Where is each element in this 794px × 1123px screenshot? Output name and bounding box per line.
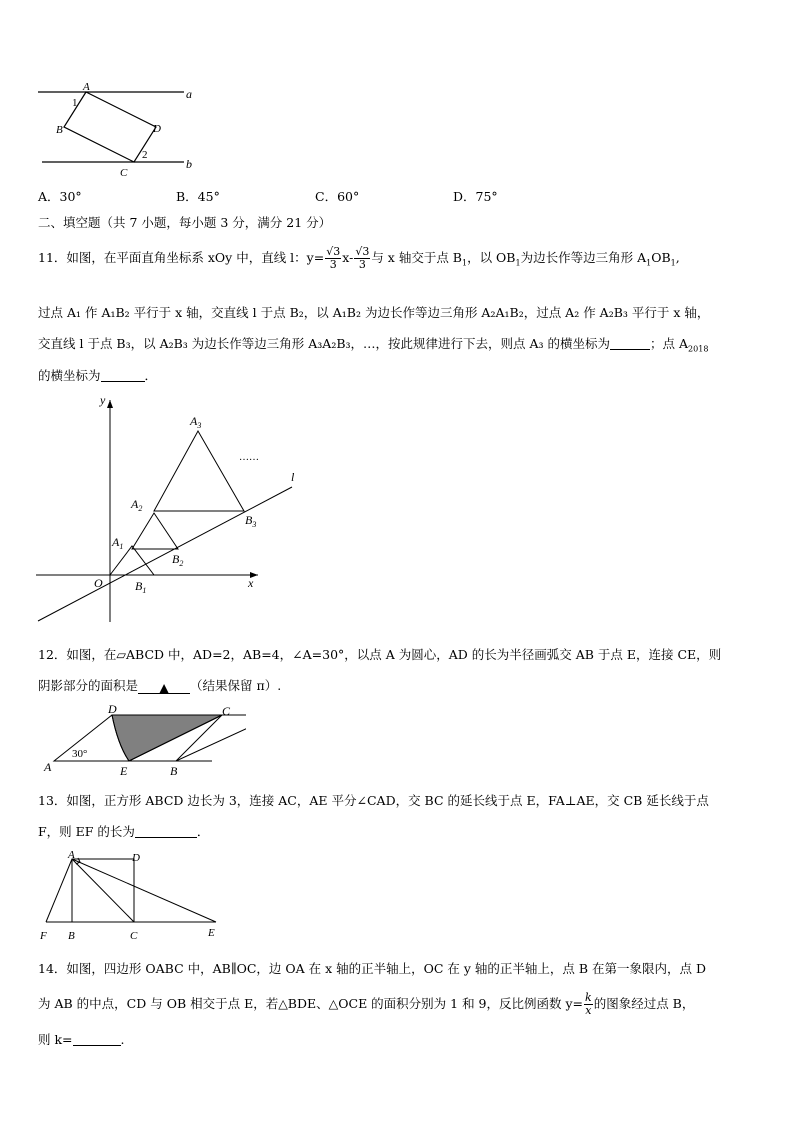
label-B2: $B_2$ xyxy=(172,552,184,568)
label-a: a xyxy=(186,87,192,101)
choice-b: B．45° xyxy=(176,189,220,204)
label-A: A xyxy=(83,81,90,93)
label-O: O xyxy=(94,576,103,590)
label-D: D xyxy=(153,123,161,135)
label-angle: 30° xyxy=(72,748,88,760)
answer-blank[interactable] xyxy=(610,336,650,350)
label-C: C xyxy=(120,167,128,179)
q11-line2: 过点 A₁ 作 A₁B₂ 平行于 x 轴，交直线 l 于点 B₂，以 A₁B₂ 为边长作等边三角形 A₂A₁B₂，过点 A₂ 作 A₂B₃ 平行于 x 轴， xyxy=(38,305,710,320)
label-x: x xyxy=(248,576,254,590)
choice-d: D．75° xyxy=(453,189,498,204)
q13-figure xyxy=(36,848,226,943)
label-B: B xyxy=(68,930,75,942)
choice-c: C．60° xyxy=(315,189,360,204)
q11-line3: 交直线 l 于点 B₃，以 A₂B₃ 为边长作等边三角形 A₃A₂B₃，…，按此规律进行下去，则点 A₃ 的横坐标为 ；点 $A_{2018}$ xyxy=(38,336,709,354)
label-B3: $B_3$ xyxy=(245,513,257,529)
section-title: 二、填空题（共 7 小题，每小题 3 分，满分 21 分） xyxy=(38,215,332,230)
label-D: D xyxy=(108,703,117,716)
q12-line1: 12．如图，在▱ABCD 中，AD=2，AB=4，∠A=30°，以点 A 为圆心，AD 的长为半径画弧交 AB 于点 E，连接 CE，则 xyxy=(38,647,722,662)
label-A3: $A_3$ xyxy=(190,414,202,430)
q11-figure xyxy=(36,390,306,625)
label-A2: $A_2$ xyxy=(131,497,143,513)
q12-figure xyxy=(36,703,246,778)
label-B: B xyxy=(170,764,178,778)
label-D: D xyxy=(132,852,140,864)
label-y: y xyxy=(100,393,106,407)
q14-line3: 则 k= . xyxy=(38,1032,125,1047)
q11-line1: 11．如图，在平面直角坐标系 xOy 中，直线 l：y= $\frac{√3}{3}$ x- $\frac{√3}{3}$ 与 x 轴交于点 $B_1$，以 $OB_1$为边长作等边三角形 $A_1OB_1$, xyxy=(38,245,680,271)
label-A1: $A_1$ xyxy=(112,535,124,551)
choice-a: A．30° xyxy=(38,189,82,204)
q13-line2: F，则 EF 的长为 ． xyxy=(38,824,210,839)
label-C: C xyxy=(222,704,231,718)
answer-blank[interactable] xyxy=(101,368,145,382)
answer-blank[interactable]: ▲ xyxy=(138,680,190,694)
label-E: E xyxy=(208,927,215,939)
label-E: E xyxy=(120,764,128,778)
q13-line1: 13．如图，正方形 ABCD 边长为 3，连接 AC，AE 平分∠CAD，交 BC 的延长线于点 E，FA⊥AE，交 CB 延长线于点 xyxy=(38,793,709,808)
label-1: 1 xyxy=(72,97,78,109)
label-B1: $B_1$ xyxy=(135,579,147,595)
label-A: A xyxy=(68,849,75,861)
q14-line2: 为 AB 的中点，CD 与 OB 相交于点 E，若△BDE、△OCE 的面积分别为 1 和 9，反比例函数 y= $\frac{k}{x}$ 的图象经过点 B， xyxy=(38,991,695,1017)
answer-blank[interactable] xyxy=(135,824,197,838)
q10-figure xyxy=(36,80,206,180)
q14-line1: 14．如图，四边形 OABC 中，AB∥OC，边 OA 在 x 轴的正半轴上，OC 在 y 轴的正半轴上，点 B 在第一象限内，点 D xyxy=(38,961,707,976)
label-2: 2 xyxy=(142,149,148,161)
label-A: A xyxy=(44,760,52,774)
label-b: b xyxy=(186,157,192,171)
answer-blank[interactable] xyxy=(73,1032,121,1046)
q12-line2: 阴影部分的面积是 ▲ （结果保留 π）. xyxy=(38,678,282,695)
q11-line4: 的横坐标为 ． xyxy=(38,368,158,383)
label-F: F xyxy=(40,930,47,942)
label-C: C xyxy=(130,930,138,942)
label-l: l xyxy=(291,470,295,484)
label-dots: …… xyxy=(239,452,259,463)
label-B: B xyxy=(56,124,63,136)
